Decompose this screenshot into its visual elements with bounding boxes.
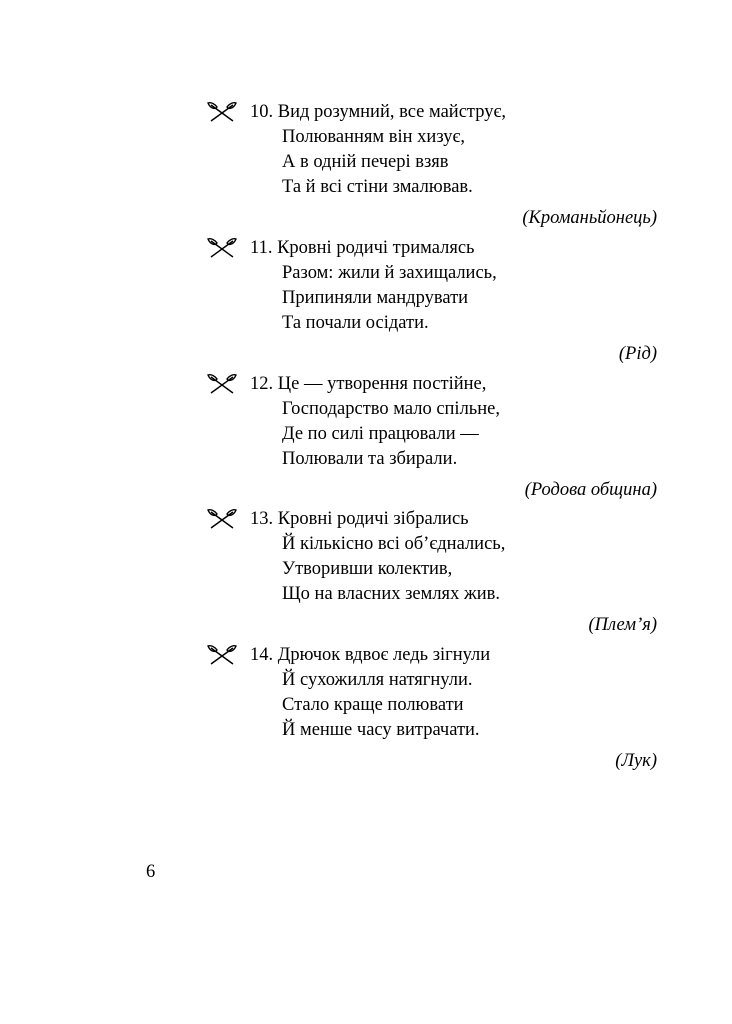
riddle-line: Стало краще полювати [282,695,464,715]
riddle-line: А в одній печері взяв [282,152,449,172]
crossed-axes-icon [207,509,237,529]
riddle-line: Що на власних землях жив. [282,584,500,604]
riddle-line: Господарство мало спільне, [282,399,500,419]
riddle-number: 13. [250,509,274,529]
riddle-line [250,236,474,261]
riddle-line: Й кількісно всі об’єднались, [282,534,506,554]
riddle-line [250,643,490,668]
riddle-line: Та почали осідати. [282,313,429,333]
riddle-line: Й сухожилля натягнули. [282,670,473,690]
riddle-line: Полюванням він хизує, [282,127,466,147]
riddle-number: 11. [250,238,273,258]
crossed-axes-icon [207,102,237,122]
riddle-line: Де по силі працювали — [282,424,479,444]
crossed-axes-icon [207,238,237,258]
riddle-number: 12. [250,374,274,394]
crossed-axes-icon [207,645,237,665]
riddle-answer: (Родова община) [524,480,657,500]
riddle-answer: (Рід) [618,344,657,364]
riddle-line: Полювали та збирали. [282,449,458,469]
riddle-number: 10. [250,102,274,122]
riddle-text: Дрючок вдвоє ледь зігнули [277,645,491,665]
riddle-line [250,100,506,125]
riddle-answer: (Плем’я) [588,615,657,635]
riddle-line [250,372,486,397]
riddle-line: Разом: жили й захищались, [282,263,497,283]
riddle-text: Вид розумний, все майструє, [277,102,507,122]
riddle-answer: (Лук) [615,751,657,771]
riddle-line: Утворивши колектив, [282,559,453,579]
page-number: 6 [146,862,156,882]
riddle-text: Це — утворення постійне, [277,374,487,394]
riddle-line: Та й всі стіни змалював. [282,177,473,197]
riddle-text: Кровні родичі зібрались [277,509,469,529]
riddle-line [250,507,469,532]
riddle-answer: (Кроманьйонець) [522,208,657,228]
riddle-text: Кровні родичі трималясь [277,238,475,258]
riddle-number: 14. [250,645,274,665]
riddle-line: Й менше часу витрачати. [282,720,480,740]
riddle-line: Припиняли мандрувати [282,288,469,308]
crossed-axes-icon [207,374,237,394]
